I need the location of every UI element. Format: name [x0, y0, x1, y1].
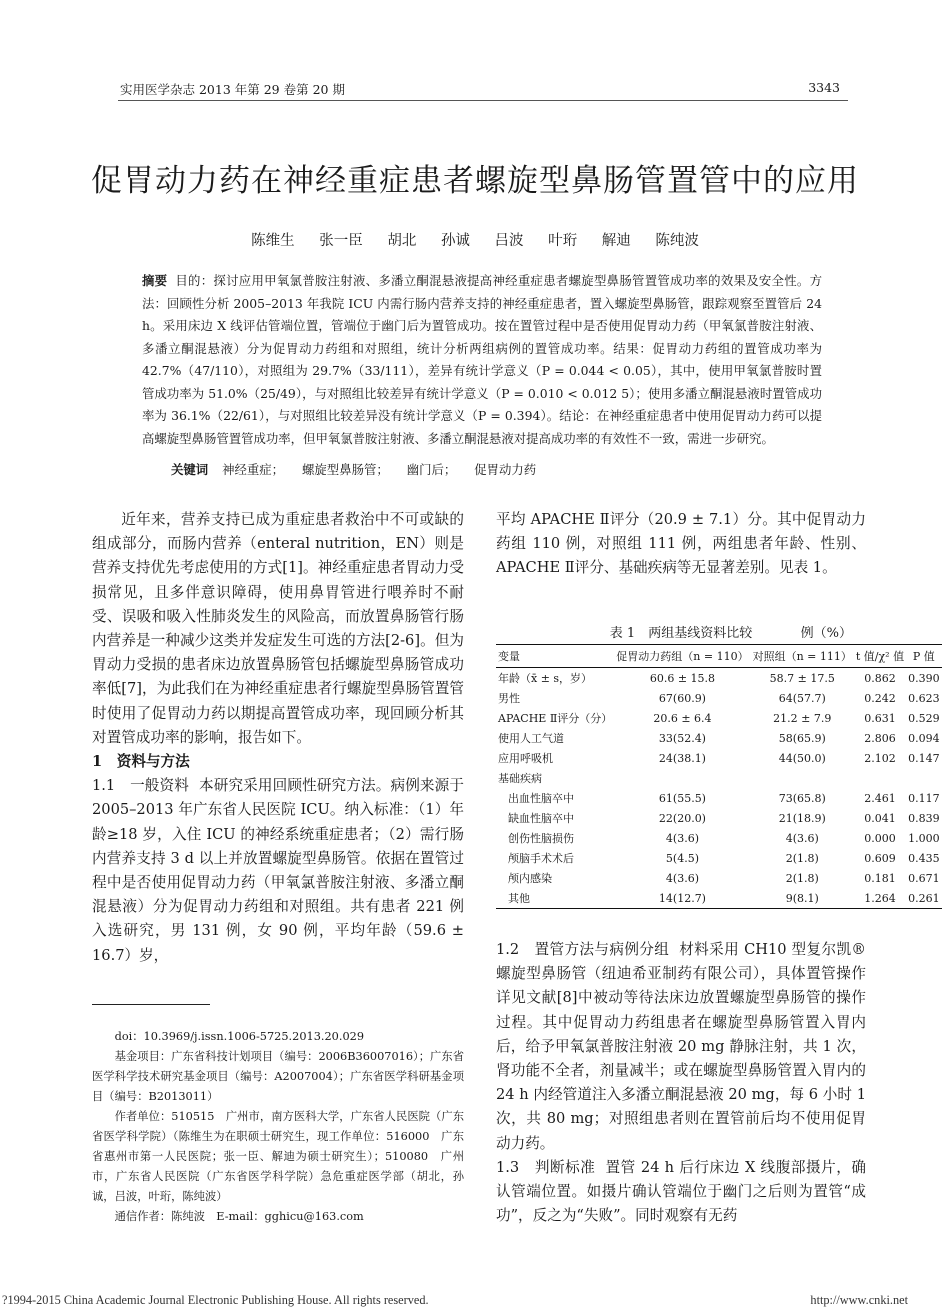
- cell-value-a: 61(55.5): [658, 791, 706, 805]
- cell-p-value: 0.094: [908, 731, 940, 745]
- copyright-text: ?1994-2015 China Academic Journal Electronic Publishing House. All rights reserved.: [2, 1293, 429, 1307]
- cell-value-b: [751, 768, 854, 788]
- author: 叶珩: [548, 233, 578, 249]
- column-header: t 值/χ² 值: [855, 650, 905, 663]
- cell-stat-value: 0.181: [864, 871, 896, 885]
- page-number: 3343: [808, 80, 840, 95]
- author: 孙诚: [440, 233, 470, 249]
- cell-value-b: 58(65.9): [778, 731, 826, 745]
- journal-name: 实用医学杂志 2013 年第 29 卷第 20 期: [120, 82, 345, 97]
- cell-p-value: 0.529: [908, 711, 940, 725]
- author: 陈维生: [251, 233, 295, 249]
- table-row: [496, 888, 942, 909]
- cell-stat-value: 2.806: [864, 731, 896, 745]
- body-right-column: [496, 508, 866, 581]
- cell-name: 年龄（x̄ ± s，岁）: [498, 672, 593, 685]
- paper-title: 促胃动力药在神经重症患者螺旋型鼻肠管置管中的应用: [91, 163, 859, 199]
- column-header: 促胃动力药组（n = 110）: [616, 650, 749, 663]
- subsection-heading: 1.1 一般资料: [92, 777, 189, 795]
- cell-p-value: 1.000: [908, 831, 940, 845]
- continued-paragraph: 平均 APACHE Ⅱ评分（20.9 ± 7.1）分。其中促胃动力药组 110 例，对照组 111 例，两组患者年龄、性别、APACHE Ⅱ评分、基础疾病等无显著差别。见表 1。: [496, 511, 866, 577]
- author-list: [0, 229, 950, 250]
- cell-stat-value: 0.862: [864, 671, 896, 685]
- cell-value-a: 4(3.6): [665, 831, 699, 845]
- header-rule: [118, 100, 848, 101]
- table-row: [496, 788, 942, 808]
- cell-stat-value: 2.461: [864, 791, 896, 805]
- cnki-url[interactable]: http://www.cnki.net: [810, 1293, 908, 1307]
- table-title: 表 1 两组基线资料比较: [609, 626, 753, 641]
- table-row: [496, 848, 942, 868]
- author: 解迪: [601, 233, 631, 249]
- keyword: 促胃动力药: [474, 462, 537, 477]
- cell-p-value: 0.435: [908, 851, 940, 865]
- cell-value-a: 5(4.5): [665, 851, 699, 865]
- subsection-text: 置管 24 h 后行床边 X 线腹部摄片，确认管端位置。如摄片确认管端位于幽门之后则为置管“成功”，反之为“失败”。同时观察有无药: [496, 1158, 866, 1225]
- column-header: 对照组（n = 111）: [752, 650, 852, 663]
- cell-value-a: 60.6 ± 15.8: [649, 671, 716, 685]
- table-row: [496, 728, 942, 748]
- cell-name: 颅内感染: [508, 872, 552, 885]
- cell-value-b: 21.2 ± 7.9: [773, 711, 832, 725]
- footnote-rule: [92, 1004, 210, 1005]
- baseline-table: [496, 622, 940, 909]
- cell-name: 应用呼吸机: [498, 752, 553, 765]
- author: 陈纯波: [655, 233, 699, 249]
- cell-value-b: 64(57.7): [778, 691, 826, 705]
- cell-value-a: [614, 768, 750, 788]
- table-unit: 例（%）: [800, 626, 852, 641]
- subsection-text: 材料采用 CH10 型复尔凯® 螺旋型鼻肠管（纽迪希亚制药有限公司），具体置管操作详见文献[8]中被动等待法床边放置螺旋型鼻肠管的操作过程。其中促胃动力药组患者在螺旋型鼻肠管置入胃内后，给予甲氧氯普胺注射液 20 mg 静脉注射，共 1 次，肾功能不全者，剂量减半；或在螺旋型鼻肠管置入胃内的 24 h 内经管道注入多潘立酮混悬液 20 mg，每 6 小时 1 次，共 80 mg；对照组患者则在置管前后均不使用促胃动力药。: [496, 941, 866, 1152]
- cell-name: 男性: [498, 692, 520, 705]
- footnote-correspondence: 通信作者：陈纯波 E-mail：gghicu@163.com: [114, 1210, 364, 1223]
- cell-p-value: 0.117: [908, 791, 940, 805]
- cell-value-b: 73(65.8): [778, 791, 826, 805]
- cell-value-b: 9(8.1): [785, 891, 819, 905]
- cell-stat-value: 1.264: [864, 891, 896, 905]
- cell-p-value: 0.390: [908, 671, 940, 685]
- body-left-column: [92, 508, 464, 968]
- abstract: [142, 270, 822, 450]
- cell-value-b: 2(1.8): [785, 851, 819, 865]
- abstract-label: 摘要: [142, 273, 168, 288]
- footnotes: [92, 1027, 464, 1227]
- table-row: [496, 688, 942, 708]
- cell-value-b: 44(50.0): [778, 751, 826, 765]
- keyword: 神经重症；: [222, 462, 285, 477]
- keywords-label: 关键词: [171, 462, 209, 477]
- subsection-1-1: [92, 774, 464, 968]
- author: 吕波: [494, 233, 524, 249]
- cell-stat-value: 0.242: [864, 691, 896, 705]
- keyword: 幽门后；: [406, 462, 457, 477]
- cell-stat-value: 2.102: [864, 751, 896, 765]
- section-heading: 1 资料与方法: [92, 753, 190, 771]
- table-body: [496, 668, 942, 909]
- cell-name: 颅脑手术术后: [508, 852, 574, 865]
- cell-stat-value: [854, 768, 906, 788]
- footnote-affiliation: 作者单位：510515 广州市，南方医科大学，广东省人民医院（广东省医学科学院）（陈维生为在职硕士研究生，现工作单位：516000 广东省惠州市第一人民医院；张一臣、解迪为硕士研究生）；510080 广州市，广东省人民医院（广东省医学科学院）急危重症医学部（胡北，孙诚，吕波，叶珩，陈纯波）: [92, 1110, 464, 1203]
- table-row: [496, 868, 942, 888]
- author: 胡北: [387, 233, 417, 249]
- column-header: P 值: [912, 650, 935, 663]
- cell-value-a: 22(20.0): [658, 811, 706, 825]
- cell-value-a: 67(60.9): [658, 691, 706, 705]
- table-row: [496, 768, 942, 788]
- cell-p-value: [906, 768, 942, 788]
- cell-p-value: 0.839: [908, 811, 940, 825]
- subsection-heading: 1.3 判断标准: [496, 1158, 596, 1176]
- table-row: [496, 668, 942, 689]
- subsection-heading: 1.2 置管方法与病例分组: [496, 941, 670, 958]
- table-header-row: [496, 645, 942, 668]
- body-right-column-lower: [496, 938, 866, 1228]
- cell-stat-value: 0.041: [864, 811, 896, 825]
- cell-name: 其他: [508, 892, 530, 905]
- table-row: [496, 808, 942, 828]
- cell-value-a: 33(52.4): [658, 731, 706, 745]
- intro-paragraph: 近年来，营养支持已成为重症患者救治中不可或缺的组成部分，而肠内营养（enteral nutrition，EN）则是营养支持优先考虑使用的方式[1]。神经重症患者胃动力受损常见，且多伴意识障碍，使用鼻胃管进行喂养时不耐受、误吸和吸入性肺炎发生的风险高，而放置鼻肠管行肠内营养是一种减少这类并发症发生可选的方法[2-6]。但为胃动力受损的患者床边放置鼻肠管包括螺旋型鼻肠管成功率低[7]，为此我们在为神经重症患者行螺旋型鼻肠管置管时使用了促胃动力药以期提高置管成功率，现回顾分析其对置管成功率的影响，报告如下。: [92, 511, 464, 746]
- cell-value-b: 2(1.8): [785, 871, 819, 885]
- cell-stat-value: 0.631: [864, 711, 896, 725]
- table-caption: [496, 622, 866, 644]
- data-table: [496, 644, 942, 909]
- cell-p-value: 0.671: [908, 871, 940, 885]
- cell-name: APACHE Ⅱ评分（分）: [498, 712, 613, 725]
- abstract-text: 目的：探讨应用甲氧氯普胺注射液、多潘立酮混悬液提高神经重症患者螺旋型鼻肠管置管成功率的效果及安全性。方法：回顾性分析 2005–2013 年我院 ICU 内需行肠内营养支持的神经重症患者，置入螺旋型鼻肠管，跟踪观察至置管后 24 h。采用床边 X 线评估管端位置，管端位于幽门后为置管成功。按在置管过程中是否使用促胃动力药（甲氧氯普胺注射液、多潘立酮混悬液）分为促胃动力药组和对照组，统计分析两组病例的置管成功率。结果：促胃动力药组的置管成功率为 42.7%（47/110），对照组为 29.7%（33/111），差异有统计学意义（P = 0.044 < 0.05），其中，使用甲氧氯普胺时置管成功率为 51.0%（25/49），与对照组比较差异有统计学意义（P = 0.010 < 0.012 5）；使用多潘立酮混悬液时置管成功率为 36.1%（22/61），与对照组比较差异没有统计学意义（P = 0.394）。结论：在神经重症患者中使用促胃动力药可以提高螺旋型鼻肠管置管成功率，但甲氧氯普胺注射液、多潘立酮混悬液对提高成功率的有效性不一致，需进一步研究。: [142, 273, 823, 446]
- cell-name: 基础疾病: [498, 772, 542, 785]
- cell-value-b: 21(18.9): [778, 811, 826, 825]
- keywords: [171, 460, 821, 478]
- cell-stat-value: 0.000: [864, 831, 896, 845]
- author: 张一臣: [319, 233, 363, 249]
- subsection-1-3: [496, 1156, 866, 1229]
- keyword: 螺旋型鼻肠管；: [302, 462, 389, 477]
- cell-p-value: 0.261: [908, 891, 940, 905]
- table-row: [496, 748, 942, 768]
- table-row: [496, 828, 942, 848]
- cell-value-a: 20.6 ± 6.4: [653, 711, 712, 725]
- footnote-doi: doi：10.3969/j.issn.1006-5725.2013.20.029: [114, 1030, 365, 1043]
- subsection-1-2: [496, 938, 866, 1156]
- cell-value-a: 4(3.6): [665, 871, 699, 885]
- cell-name: 出血性脑卒中: [508, 792, 574, 805]
- cell-value-b: 58.7 ± 17.5: [769, 671, 835, 685]
- cell-p-value: 0.147: [908, 751, 940, 765]
- footnote-funding: 基金项目：广东省科技计划项目（编号：2006B36007016）；广东省医学科学技术研究基金项目（编号：A2007004）；广东省医学科研基金项目（编号：B2013011）: [92, 1050, 464, 1103]
- running-header: [120, 80, 840, 98]
- cell-p-value: 0.623: [908, 691, 940, 705]
- subsection-text: 本研究采用回顾性研究方法。病例来源于 2005–2013 年广东省人民医院 ICU。纳入标准：（1）年龄≥18 岁，入住 ICU 的神经系统重症患者；（2）需行肠内营养支持 3 d 以上并放置螺旋型鼻肠管。依据在置管过程中是否使用促胃动力药（甲氧氯普胺注射液、多潘立酮混悬液）分为促胃动力药组和对照组。共有患者 221 例入选研究，男 131 例，女 90 例，平均年龄（59.6 ± 16.7）岁，: [92, 777, 464, 964]
- cell-name: 使用人工气道: [498, 732, 564, 745]
- cell-value-a: 24(38.1): [658, 751, 706, 765]
- cell-value-a: 14(12.7): [658, 891, 706, 905]
- cell-name: 缺血性脑卒中: [508, 812, 574, 825]
- cell-stat-value: 0.609: [864, 851, 896, 865]
- cell-value-b: 4(3.6): [785, 831, 819, 845]
- column-header: 变量: [498, 650, 520, 663]
- table-row: [496, 708, 942, 728]
- cell-name: 创伤性脑损伤: [508, 832, 574, 845]
